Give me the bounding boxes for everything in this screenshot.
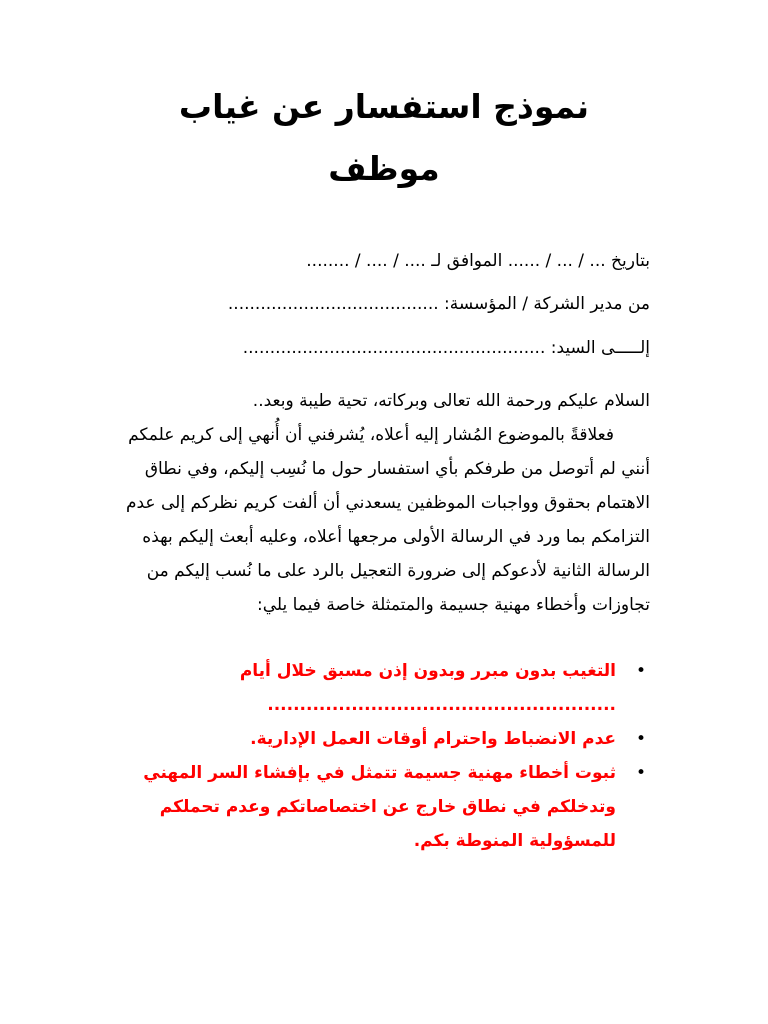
list-item-text: ثبوت أخطاء مهنية جسيمة تتمثل في بإفشاء السر المهني وتدخلكم في نطاق خارج عن اختصاصاتكم وعدم تحملكم للمسؤولية المنوطة بكم. xyxy=(143,763,616,851)
list-item xyxy=(116,654,650,722)
letter-body xyxy=(116,384,650,622)
list-item-text: التغيب بدون مبرر وبدون إذن مسبق خلال أيام ...................................................... xyxy=(239,661,616,715)
list-item-text: عدم الانضباط واحترام أوقات العمل الإدارية. xyxy=(250,729,616,749)
document-title xyxy=(120,76,648,200)
violations-list xyxy=(116,654,650,858)
bullet-icon: • xyxy=(635,661,646,681)
title-line-1: نموذج استفسار عن غياب xyxy=(178,87,590,126)
date-line: بتاريخ ... / ... / ...... الموافق لـ .... / .... / ........ xyxy=(306,251,650,271)
list-item xyxy=(116,756,650,858)
to-line: إلـــــى السيد: ........................................................ xyxy=(242,338,650,358)
title-line-2: موظف xyxy=(328,149,440,188)
from-line: من مدير الشركة / المؤسسة: ....................................... xyxy=(227,294,650,314)
bullet-icon: • xyxy=(635,729,646,749)
list-item xyxy=(116,722,650,756)
bullet-icon: • xyxy=(635,763,646,783)
main-paragraph: فعلاقةً بالموضوع المُشار إليه أعلاه، يُشرفني أن أُنهي إلى كريم علمكم أنني لم أتوصل من طرفكم بأي استفسار حول ما نُسِب إليكم، وفي نطاق الاهتمام بحقوق وواجبات الموظفين يسعدني أن ألفت كريم نظركم إلى عدم التزامكم بما ورد في الرسالة الأولى مرجعها أعلاه، وعليه أبعث إليكم بهذه الرسالة الثانية لأدعوكم إلى ضرورة التعجيل بالرد على ما نُسب إليكم من تجاوزات وأخطاء مهنية جسيمة والمتمثلة خاصة فيما يلي: xyxy=(125,425,650,615)
greeting-paragraph: السلام عليكم ورحمة الله تعالى وبركاته، تحية طيبة وبعد.. xyxy=(252,391,650,411)
